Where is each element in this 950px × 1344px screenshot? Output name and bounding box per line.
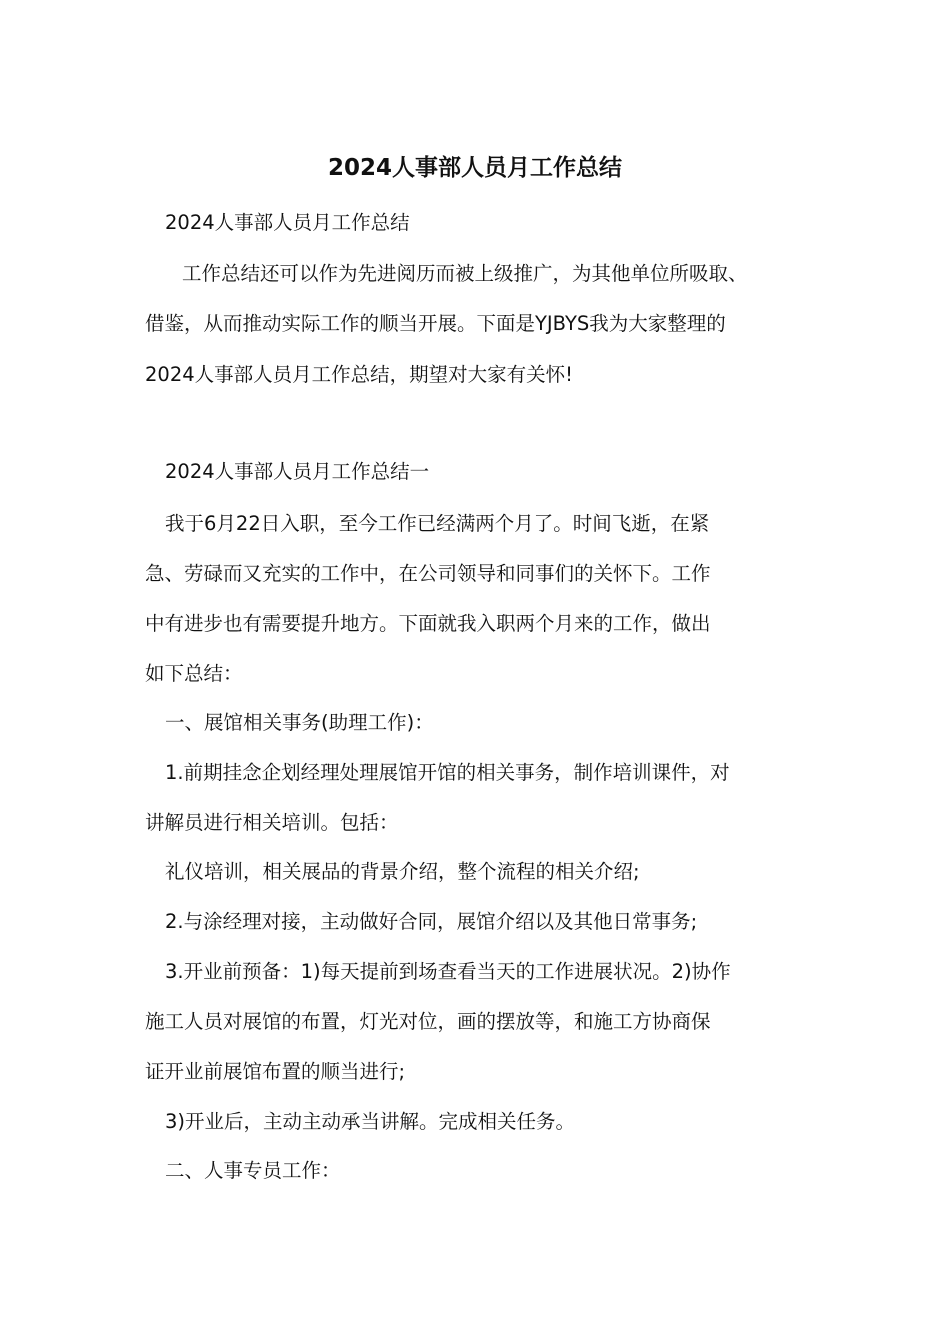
paragraph-line: 借鉴，从而推动实际工作的顺当开展。下面是YJBYS我为大家整理的 [145, 312, 726, 335]
list-heading: 一、展馆相关事务(助理工作)： [165, 711, 434, 734]
list-item: 3.开业前预备：1)每天提前到场查看当天的工作进展状况。2)协作 [165, 960, 731, 983]
paragraph-line: 如下总结： [145, 662, 243, 685]
section-heading: 2024人事部人员月工作总结一 [165, 460, 430, 483]
list-item: 2.与涂经理对接，主动做好合同，展馆介绍以及其他日常事务; [165, 910, 698, 933]
list-item: 3)开业后，主动主动承当讲解。完成相关任务。 [165, 1110, 576, 1133]
paragraph-line: 中有进步也有需要提升地方。下面就我入职两个月来的工作，做出 [145, 612, 711, 635]
paragraph-line: 2024人事部人员月工作总结，期望对大家有关怀! [145, 363, 573, 386]
list-item-continuation: 施工人员对展馆的布置，灯光对位，画的摆放等，和施工方协商保 [145, 1010, 711, 1033]
list-item-continuation: 讲解员进行相关培训。包括： [145, 811, 399, 834]
page-title: 2024人事部人员月工作总结 [327, 155, 622, 181]
list-heading: 二、人事专员工作： [165, 1159, 341, 1182]
paragraph-line: 急、劳碌而又充实的工作中，在公司领导和同事们的关怀下。工作 [145, 562, 711, 585]
list-item-continuation: 礼仪培训，相关展品的背景介绍，整个流程的相关介绍; [165, 860, 640, 883]
list-item-continuation: 证开业前展馆布置的顺当进行; [145, 1060, 406, 1083]
paragraph-line: 工作总结还可以作为先进阅历而被上级推广，为其他单位所吸取、 [182, 262, 748, 285]
subtitle-line: 2024人事部人员月工作总结 [165, 211, 410, 234]
paragraph-line: 我于6月22日入职，至今工作已经满两个月了。时间飞逝，在紧 [165, 512, 710, 535]
list-item: 1.前期挂念企划经理处理展馆开馆的相关事务，制作培训课件，对 [165, 761, 730, 784]
